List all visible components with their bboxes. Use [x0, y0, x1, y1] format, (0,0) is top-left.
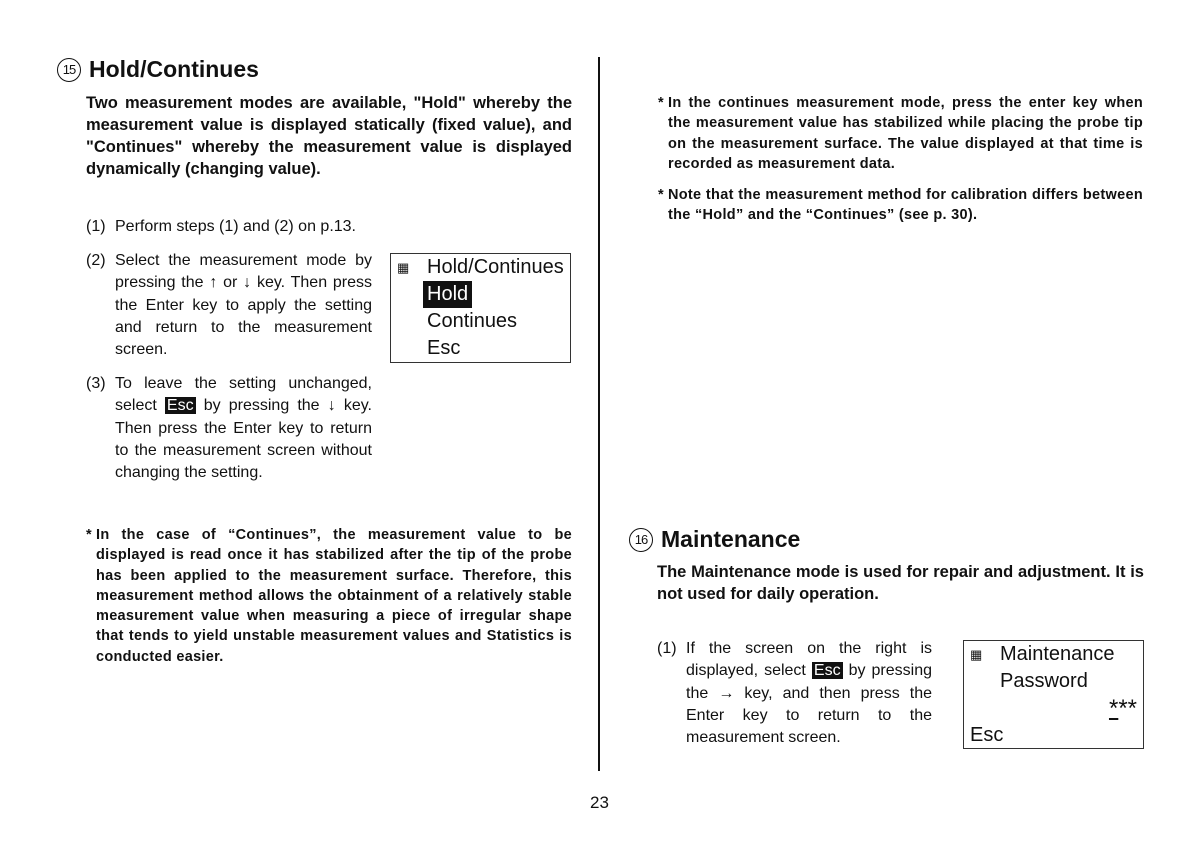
- up-arrow-icon: ↑: [209, 274, 218, 292]
- down-arrow-icon: ↓: [327, 397, 336, 415]
- right-arrow-icon: →: [718, 684, 735, 702]
- page-number: 23: [590, 793, 609, 812]
- section-number: 15: [57, 58, 81, 82]
- intro-paragraph: Two measurement modes are available, "Hold" whereby the measurement value is displayed statically (fixed value), and "Continues" whereby the measurement value is displayed dynamically (changing value).: [86, 94, 572, 178]
- lcd-item-continues: Continues: [427, 310, 518, 332]
- step-3: (3) To leave the setting unchanged, select Esc by pressing the ↓ key. Then press the Enter key to return to the measurement screen without changing the setting.: [86, 375, 372, 482]
- note-calibration: * Note that the measurement method for calibration differs between the “Hold” and the “Continues” (see p. 30).: [658, 187, 1143, 224]
- battery-icon: ▦: [970, 647, 983, 662]
- lcd-password-label: Password: [1000, 670, 1088, 692]
- lcd-item-hold-selected: Hold: [423, 281, 472, 308]
- lcd-item-esc: Esc: [970, 724, 1004, 746]
- lcd-screen-hold-continues: ▦ Hold/Continues Hold Continues Esc: [390, 253, 571, 363]
- lcd-item-esc: Esc: [427, 337, 461, 359]
- section-heading-maintenance: [629, 526, 800, 553]
- section-title: Maintenance: [661, 526, 801, 552]
- note-continues: * In the case of “Continues”, the measurement value to be displayed is read once it has stabilized after the tip of the probe has been applied to the measurement surface. Therefore, this measurement method allows the obtainment of a relatively stable measurement value when measuring a piece of irregular shape that tends to yield unstable measurement values and Statistics is conducted easier.: [86, 527, 572, 665]
- down-arrow-icon: ↓: [243, 274, 252, 292]
- esc-key-label: Esc: [813, 662, 841, 680]
- lcd-screen-maintenance: ▦ Maintenance Password * ** Esc: [963, 640, 1144, 749]
- lcd-password-value: * **: [1108, 695, 1137, 722]
- esc-key-label: Esc: [166, 397, 194, 415]
- battery-icon: ▦: [397, 260, 410, 275]
- step-1: (1) Perform steps (1) and (2) on p.13.: [86, 218, 356, 235]
- section-title: Hold/Continues: [89, 56, 259, 82]
- step-2: (2) Select the measurement mode by pressing the ↑ or ↓ key. Then press the Enter key to apply the setting and return to the measurement screen.: [86, 252, 373, 359]
- column-divider: [598, 57, 600, 771]
- section-heading-hold-continues: [57, 56, 259, 83]
- maintenance-step-1: (1) If the screen on the right is displayed, select Esc by pressing the → key, and then press the Enter key to return to the measurement screen.: [657, 640, 933, 747]
- maintenance-intro: The Maintenance mode is used for repair and adjustment. It is not used for daily operation.: [657, 563, 1144, 603]
- section-number: 16: [629, 528, 653, 552]
- password-cursor: *: [1108, 695, 1119, 722]
- note-continues-enter: * In the continues measurement mode, press the enter key when the measurement value has stabilized while placing the probe tip on the measurement surface. The value displayed at that time is recorded as measurement data.: [658, 95, 1143, 172]
